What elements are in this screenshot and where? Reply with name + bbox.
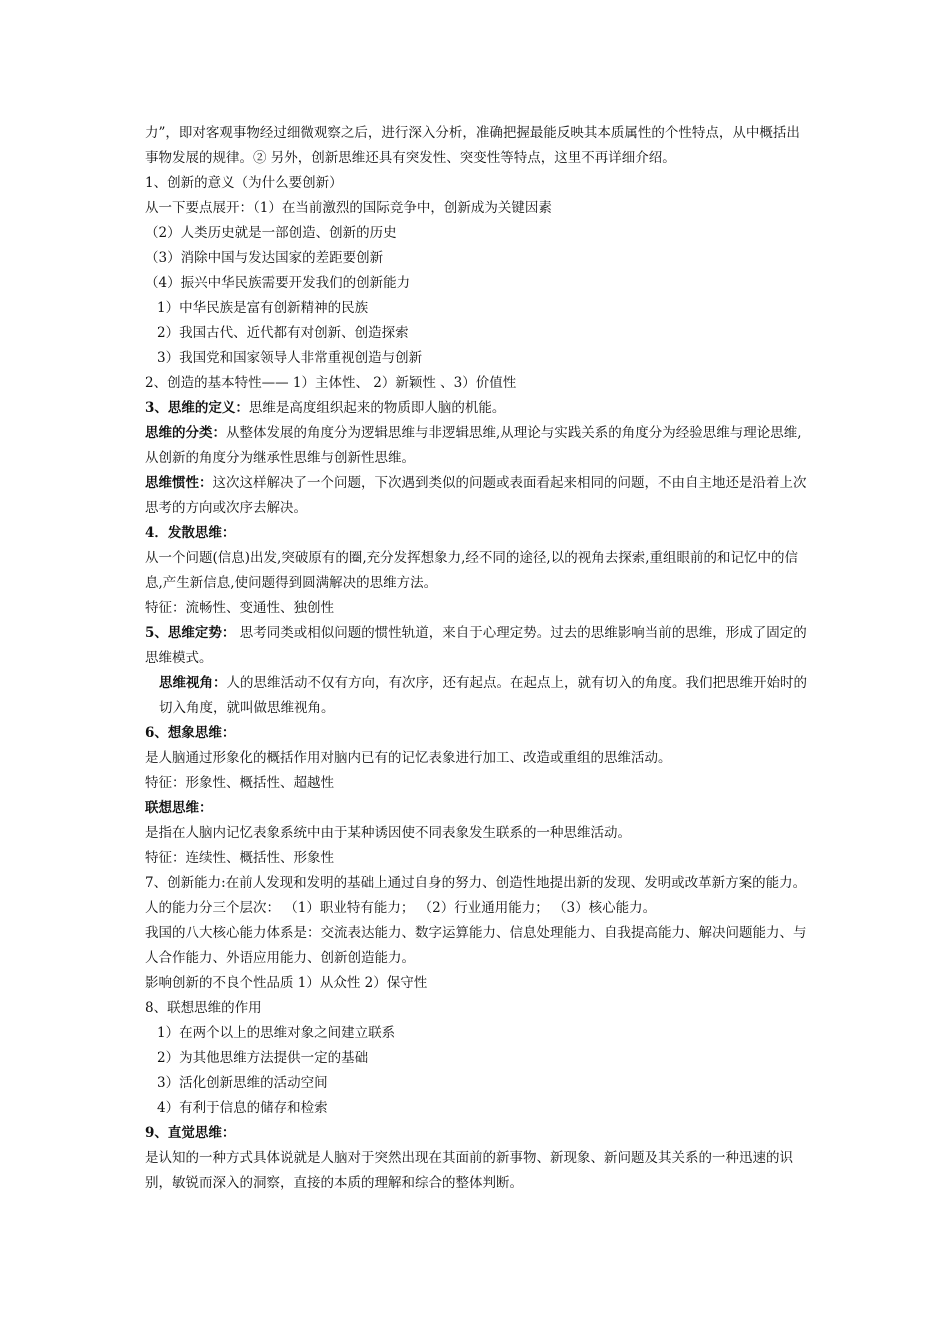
term-body: 从整体发展的角度分为逻辑思维与非逻辑思维,从理论与实践关系的角度分为经验思维与理论思维,从创新的角度分为继承性思维与创新性思维。 [145, 425, 802, 466]
term-label: 3、思维的定义： [145, 400, 249, 416]
heading-divergent-thinking: 4．发散思维： [145, 525, 236, 541]
paragraph-thinking-definition [145, 396, 810, 421]
term-label: 思维的分类： [145, 425, 226, 441]
paragraph-intro: 力”，即对客观事物经过细微观察之后，进行深入分析，准确把握最能反映其本质属性的个性特点，从中概括出事物发展的规律。② 另外，创新思维还具有突发性、突变性等特点，这里不再详细介绍。 [145, 125, 800, 166]
paragraph-innovation-ability: 7、创新能力:在前人发现和发明的基础上通过自身的努力、创造性地提出新的发现、发明或改革新方案的能力。 [145, 875, 807, 891]
term-body: 这次这样解决了一个问题，下次遇到类似的问题或表面看起来相同的问题，不由自主地还是沿着上次思考的方向或次序去解决。 [145, 475, 807, 516]
paragraph-imagination: 是人脑通过形象化的概括作用对脑内已有的记忆表象进行加工、改造或重组的思维活动。 [145, 750, 672, 766]
paragraph-thinking-inertia [145, 471, 810, 521]
list-item: 1）中华民族是富有创新精神的民族 [157, 300, 369, 316]
list-item: （3）消除中国与发达国家的差距要创新 [145, 250, 384, 266]
heading-creation-traits: 2、创造的基本特性—— 1）主体性、 2）新颖性 、3）价值性 [145, 375, 517, 391]
paragraph-ability-levels: 人的能力分三个层次： （1）职业特有能力； （2）行业通用能力； （3）核心能力。 [145, 900, 657, 916]
list-item: 1）在两个以上的思维对象之间建立联系 [157, 1025, 396, 1041]
paragraph-core-abilities: 我国的八大核心能力体系是：交流表达能力、数字运算能力、信息处理能力、自我提高能力、解决问题能力、与人合作能力、外语应用能力、创新创造能力。 [145, 925, 807, 966]
term-body: 思维是高度组织起来的物质即人脑的机能。 [248, 400, 506, 416]
paragraph-bad-traits: 影响创新的不良个性品质 1）从众性 2）保守性 [145, 975, 428, 991]
paragraph-thinking-classification [145, 421, 810, 471]
paragraph-features: 特征：形象性、概括性、超越性 [145, 775, 334, 791]
term-body: 人的思维活动不仅有方向，有次序，还有起点。在起点上，就有切入的角度。我们把思维开始时的切入角度，就叫做思维视角。 [159, 675, 807, 716]
list-item: （2）人类历史就是一部创造、创新的历史 [145, 225, 397, 241]
term-body: 思考同类或相似问题的惯性轨道，来自于心理定势。过去的思维影响当前的思维，形成了固定的思维模式。 [145, 625, 807, 666]
heading-intuitive-thinking: 9、直觉思维： [145, 1125, 236, 1141]
term-label: 5、思维定势： [145, 625, 236, 641]
paragraph-features: 特征：连续性、概括性、形象性 [145, 850, 334, 866]
term-label: 思维视角： [159, 675, 227, 691]
term-label: 思维惯性： [145, 475, 213, 491]
list-item: （4）振兴中华民族需要开发我们的创新能力 [145, 275, 411, 291]
list-item: 2）为其他思维方法提供一定的基础 [157, 1050, 369, 1066]
list-item: 3）我国党和国家领导人非常重视创造与创新 [157, 350, 423, 366]
paragraph-thinking-set [145, 621, 810, 671]
list-item: 4）有利于信息的储存和检索 [157, 1100, 328, 1116]
paragraph-thinking-perspective [145, 671, 810, 721]
list-item: 2）我国古代、近代都有对创新、创造探索 [157, 325, 409, 341]
heading-association-thinking: 联想思维： [145, 800, 213, 816]
heading-association-role: 8、联想思维的作用 [145, 1000, 262, 1016]
list-item: 3）活化创新思维的活动空间 [157, 1075, 328, 1091]
paragraph-association: 是指在人脑内记忆表象系统中由于某种诱因使不同表象发生联系的一种思维活动。 [145, 825, 631, 841]
paragraph-divergent: 从一个问题(信息)出发,突破原有的圈,充分发挥想象力,经不同的途径,以的视角去探索,重组眼前的和记忆中的信息,产生新信息,使问题得到圆满解决的思维方法。 [145, 550, 798, 591]
document-page [145, 121, 810, 1196]
list-item: 从一下要点展开：（1）在当前激烈的国际竞争中，创新成为关键因素 [145, 200, 552, 216]
heading-imagination-thinking: 6、想象思维： [145, 725, 236, 741]
paragraph-features: 特征：流畅性、变通性、独创性 [145, 600, 334, 616]
paragraph-intuitive: 是认知的一种方式具体说就是人脑对于突然出现在其面前的新事物、新现象、新问题及其关系的一种迅速的识别，敏锐而深入的洞察，直接的本质的理解和综合的整体判断。 [145, 1150, 793, 1191]
heading-innovation-meaning: 1、创新的意义（为什么要创新） [145, 175, 343, 191]
